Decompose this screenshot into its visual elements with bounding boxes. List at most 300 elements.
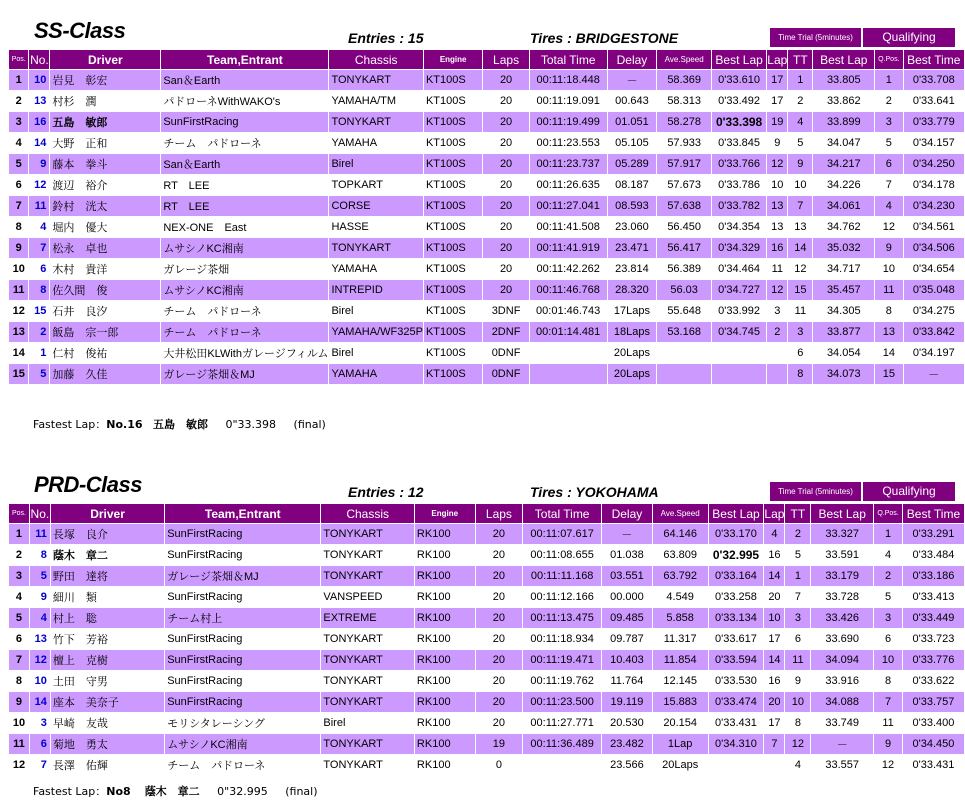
cell-team: チーム パドローネ (165, 755, 320, 775)
tires-label: Tires : BRIDGESTONE (530, 30, 679, 46)
cell-driver: 加藤 久佳 (50, 364, 160, 384)
cell-ave-speed: 57.638 (657, 196, 711, 216)
cell-q-best-time: 0'34.506 (904, 238, 964, 258)
cell-delay: 09.787 (602, 629, 652, 649)
cell-tt-pos: 7 (788, 196, 812, 216)
col-header-laps: Laps (476, 504, 523, 523)
cell-best-lap-no: 3 (767, 301, 787, 321)
cell-driver: 檀上 克樹 (51, 650, 164, 670)
cell-driver: 佐久間 俊 (50, 280, 160, 300)
qualifying-group-header: Qualifying (863, 28, 955, 47)
cell-delay: 08.593 (608, 196, 657, 216)
cell-tt-best-lap: 33.426 (811, 608, 873, 628)
cell-ave-speed: 58.278 (657, 112, 711, 132)
cell-tt-pos: 8 (788, 364, 812, 384)
cell-tt-best-lap: 34.305 (813, 301, 874, 321)
fastest-lap-time: 0"32.995 (217, 785, 268, 798)
cell-q-pos: 11 (875, 280, 902, 300)
cell-driver: 鈴村 洸太 (50, 196, 160, 216)
cell-tt-pos: 1 (785, 566, 810, 586)
cell-delay: 00.000 (602, 587, 652, 607)
cell-engine: RK100 (415, 587, 475, 607)
cell-chassis: TONYKART (321, 524, 414, 544)
cell-ave-speed: 57.673 (657, 175, 711, 195)
cell-car-no: 11 (29, 196, 49, 216)
table-row (9, 343, 964, 363)
cell-team: RT LEE (161, 196, 328, 216)
header-row (9, 504, 964, 523)
cell-engine: KT100S (424, 133, 482, 153)
cell-team: SunFirstRacing (165, 650, 320, 670)
cell-best-lap: 0'33.610 (712, 70, 766, 90)
cell-tt-best-lap: 34.226 (813, 175, 874, 195)
table-row (9, 364, 964, 384)
cell-car-no: 14 (29, 133, 49, 153)
cell-delay: 20.530 (602, 713, 652, 733)
cell-tt-best-lap: 33.179 (811, 566, 873, 586)
fastest-lap-note-final: (final) (293, 418, 326, 431)
cell-q-pos: 14 (875, 343, 902, 363)
table-row (9, 524, 964, 544)
cell-total-time: 00:01:46.743 (530, 301, 607, 321)
col-header-team: Team,Entrant (161, 50, 328, 69)
cell-chassis: TONYKART (321, 755, 414, 775)
cell-car-no: 4 (30, 608, 50, 628)
cell-q-best-time: 0'33.291 (903, 524, 964, 544)
cell-driver: 竹下 芳裕 (51, 629, 164, 649)
cell-delay: 08.187 (608, 175, 657, 195)
cell-tt-pos: 9 (785, 671, 810, 691)
cell-tt-best-lap: 33.877 (813, 322, 874, 342)
cell-team: SunFirstRacing (165, 671, 320, 691)
cell-total-time: 00:11:41.919 (530, 238, 607, 258)
cell-q-pos: 3 (874, 608, 902, 628)
cell-best-lap-no: 10 (767, 175, 787, 195)
cell-laps: 20 (476, 524, 523, 544)
cell-total-time: 00:11:26.635 (530, 175, 607, 195)
cell-total-time: 00:11:18.934 (523, 629, 601, 649)
cell-q-best-time: 0'33.400 (903, 713, 964, 733)
cell-best-lap: 0'34.464 (712, 259, 766, 279)
cell-driver: 長塚 良介 (51, 524, 164, 544)
cell-total-time (530, 343, 607, 363)
table-row (9, 259, 964, 279)
table-row (9, 217, 964, 237)
cell-delay: 09.485 (602, 608, 652, 628)
cell-delay: 01.038 (602, 545, 652, 565)
cell-ave-speed: 1Lap (653, 734, 708, 754)
cell-engine: RK100 (415, 650, 475, 670)
cell-laps: 0 (476, 755, 523, 775)
cell-delay: 20Laps (608, 343, 657, 363)
cell-team: SunFirstRacing (161, 112, 328, 132)
cell-ave-speed: 58.369 (657, 70, 711, 90)
cell-best-lap: 0'33.782 (712, 196, 766, 216)
cell-delay: 23.060 (608, 217, 657, 237)
cell-team: モリシタレーシング (165, 713, 320, 733)
class-title: PRD-Class (34, 472, 142, 497)
cell-chassis: EXTREME (321, 608, 414, 628)
cell-tt-pos: 10 (785, 692, 810, 712)
cell-car-no: 8 (30, 545, 50, 565)
cell-best-lap: 0'33.530 (709, 671, 764, 691)
col-header-best-lap-no: Lap (767, 50, 787, 69)
cell-total-time: 00:11:08.655 (523, 545, 601, 565)
cell-best-lap-no: 14 (764, 566, 784, 586)
cell-team: ムサシノKC湘南 (165, 734, 320, 754)
cell-total-time: 00:11:36.489 (523, 734, 601, 754)
cell-driver: 岩見 彰宏 (50, 70, 160, 90)
cell-best-lap-no: 17 (767, 70, 787, 90)
cell-engine: RK100 (415, 608, 475, 628)
cell-ave-speed: 64.146 (653, 524, 708, 544)
col-header-tt-best-lap: Best Lap (813, 50, 874, 69)
col-header-ave-speed: Ave.Speed (657, 50, 711, 69)
cell-engine: RK100 (415, 671, 475, 691)
cell-tt-best-lap: 34.094 (811, 650, 873, 670)
cell-laps: 20 (483, 70, 528, 90)
cell-pos: 12 (9, 301, 28, 321)
cell-best-lap (709, 755, 764, 775)
cell-total-time: 00:11:27.041 (530, 196, 607, 216)
cell-q-pos: 8 (875, 301, 902, 321)
cell-tt-best-lap: 34.047 (813, 133, 874, 153)
cell-total-time: 00:11:19.091 (530, 91, 607, 111)
cell-engine: KT100S (424, 175, 482, 195)
cell-laps: 20 (476, 713, 523, 733)
cell-tt-pos: 14 (788, 238, 812, 258)
cell-ave-speed: 57.917 (657, 154, 711, 174)
tires-label: Tires : YOKOHAMA (530, 484, 659, 500)
cell-car-no: 2 (29, 322, 49, 342)
cell-pos: 15 (9, 364, 28, 384)
cell-pos: 13 (9, 322, 28, 342)
table-row (9, 671, 964, 691)
cell-best-lap: 0'33.845 (712, 133, 766, 153)
cell-driver: 飯島 宗一郎 (50, 322, 160, 342)
cell-delay: 01.051 (608, 112, 657, 132)
col-header-team: Team,Entrant (165, 504, 320, 523)
cell-engine: KT100S (424, 112, 482, 132)
cell-ave-speed: 56.417 (657, 238, 711, 258)
cell-total-time: 00:11:19.762 (523, 671, 601, 691)
cell-driver: 堀内 優大 (50, 217, 160, 237)
cell-best-lap: 0'33.134 (709, 608, 764, 628)
cell-pos: 9 (9, 238, 28, 258)
cell-driver: 菊地 勇太 (51, 734, 164, 754)
cell-ave-speed: 11.317 (653, 629, 708, 649)
cell-tt-best-lap: 33.749 (811, 713, 873, 733)
cell-best-lap-no: 2 (767, 322, 787, 342)
cell-best-lap-no: 16 (764, 671, 784, 691)
cell-ave-speed: 58.313 (657, 91, 711, 111)
cell-q-pos: 8 (874, 671, 902, 691)
cell-driver: 仁村 俊祐 (50, 343, 160, 363)
cell-car-no: 16 (29, 112, 49, 132)
cell-q-pos: 12 (874, 755, 902, 775)
cell-tt-best-lap: 33.557 (811, 755, 873, 775)
col-header-ave-speed: Ave.Speed (653, 504, 708, 523)
cell-engine: RK100 (415, 566, 475, 586)
cell-q-best-time: 0'33.779 (904, 112, 964, 132)
cell-q-pos: 6 (874, 629, 902, 649)
cell-engine: KT100S (424, 343, 482, 363)
table-row (9, 238, 964, 258)
cell-delay: 18Laps (608, 322, 657, 342)
col-header-tt-pos: TT (785, 504, 810, 523)
cell-best-lap-no: 16 (764, 545, 784, 565)
cell-best-lap: 0'33.786 (712, 175, 766, 195)
cell-ave-speed: 20.154 (653, 713, 708, 733)
cell-driver: 座本 美奈子 (51, 692, 164, 712)
cell-total-time (523, 755, 601, 775)
cell-tt-best-lap: 33.899 (813, 112, 874, 132)
cell-q-pos: 3 (875, 112, 902, 132)
cell-q-best-time: 0'34.450 (903, 734, 964, 754)
cell-tt-pos: 11 (788, 301, 812, 321)
cell-delay: － (608, 70, 657, 90)
cell-laps: 20 (483, 154, 528, 174)
cell-q-best-time: 0'33.723 (903, 629, 964, 649)
col-header-chassis: Chassis (329, 50, 423, 69)
table-row (9, 280, 964, 300)
cell-team: RT LEE (161, 175, 328, 195)
cell-q-best-time: 0'33.413 (903, 587, 964, 607)
cell-best-lap: 0'33.992 (712, 301, 766, 321)
cell-q-best-time: 0'35.048 (904, 280, 964, 300)
cell-delay: 10.403 (602, 650, 652, 670)
cell-delay: 23.471 (608, 238, 657, 258)
cell-tt-pos: 4 (788, 112, 812, 132)
cell-pos: 2 (9, 545, 29, 565)
cell-driver: 五島 敏郎 (50, 112, 160, 132)
cell-tt-pos: 12 (785, 734, 810, 754)
cell-engine: RK100 (415, 713, 475, 733)
cell-car-no: 6 (30, 734, 50, 754)
cell-tt-best-lap: 35.457 (813, 280, 874, 300)
cell-car-no: 14 (30, 692, 50, 712)
fastest-lap-note (33, 416, 326, 432)
col-header-q-best-time: Best Time (904, 50, 964, 69)
cell-team: San＆Earth (161, 154, 328, 174)
cell-car-no: 1 (29, 343, 49, 363)
cell-engine: KT100S (424, 301, 482, 321)
cell-best-lap-no: 16 (767, 238, 787, 258)
cell-team: SunFirstRacing (165, 692, 320, 712)
cell-car-no: 12 (30, 650, 50, 670)
cell-team: San＆Earth (161, 70, 328, 90)
cell-pos: 10 (9, 259, 28, 279)
cell-tt-pos: 4 (785, 755, 810, 775)
cell-pos: 5 (9, 154, 28, 174)
cell-pos: 3 (9, 566, 29, 586)
table-row (9, 301, 964, 321)
cell-q-pos: 4 (875, 196, 902, 216)
cell-pos: 7 (9, 196, 28, 216)
cell-tt-best-lap: 33.805 (813, 70, 874, 90)
cell-chassis: TOPKART (329, 175, 423, 195)
cell-car-no: 5 (29, 364, 49, 384)
cell-q-best-time: 0'33.641 (904, 91, 964, 111)
cell-best-lap-no: 17 (764, 629, 784, 649)
cell-engine: KT100S (424, 364, 482, 384)
cell-best-lap: 0'33.594 (709, 650, 764, 670)
col-header-delay: Delay (608, 50, 657, 69)
table-row (9, 692, 964, 712)
cell-car-no: 6 (29, 259, 49, 279)
cell-best-lap-no: 7 (764, 734, 784, 754)
cell-pos: 11 (9, 734, 29, 754)
cell-q-best-time: 0'34.178 (904, 175, 964, 195)
cell-q-pos: 12 (875, 217, 902, 237)
cell-q-pos: 9 (875, 238, 902, 258)
cell-tt-best-lap: － (811, 734, 873, 754)
cell-tt-best-lap: 35.032 (813, 238, 874, 258)
col-header-tt-best-lap: Best Lap (811, 504, 873, 523)
cell-best-lap-no: 4 (764, 524, 784, 544)
cell-delay: 05.105 (608, 133, 657, 153)
cell-chassis: Birel (321, 713, 414, 733)
cell-driver: 野田 達将 (51, 566, 164, 586)
col-header-laps: Laps (483, 50, 528, 69)
cell-car-no: 10 (30, 671, 50, 691)
cell-team: NEX-ONE East (161, 217, 328, 237)
cell-car-no: 13 (30, 629, 50, 649)
cell-chassis: TONYKART (321, 629, 414, 649)
cell-chassis: YAMAHA (329, 133, 423, 153)
cell-best-lap-no (767, 343, 787, 363)
cell-total-time: 00:11:46.768 (530, 280, 607, 300)
cell-ave-speed (657, 343, 711, 363)
cell-q-pos: 5 (874, 587, 902, 607)
cell-engine: KT100S (424, 259, 482, 279)
cell-chassis: Birel (329, 343, 423, 363)
fastest-lap-driver: 五島 敏郎 (153, 418, 209, 431)
cell-chassis: YAMAHA/WF325P (329, 322, 423, 342)
cell-tt-pos: 9 (788, 154, 812, 174)
fastest-lap-note-final: (final) (285, 785, 318, 798)
cell-tt-pos: 5 (785, 545, 810, 565)
cell-chassis: CORSE (329, 196, 423, 216)
cell-best-lap: 0'34.727 (712, 280, 766, 300)
cell-delay: 23.482 (602, 734, 652, 754)
col-header-tt-pos: TT (788, 50, 812, 69)
cell-laps: 20 (483, 196, 528, 216)
cell-chassis: TONYKART (321, 650, 414, 670)
class-title: SS-Class (34, 18, 126, 43)
col-header-engine: Engine (415, 504, 475, 523)
cell-team: チーム パドローネ (161, 133, 328, 153)
cell-driver: 村杉 潤 (50, 91, 160, 111)
col-header-total-time: Total Time (523, 504, 601, 523)
cell-pos: 4 (9, 587, 29, 607)
cell-driver: 大野 正和 (50, 133, 160, 153)
cell-tt-pos: 10 (788, 175, 812, 195)
cell-q-best-time: 0'33.186 (903, 566, 964, 586)
cell-laps: 20 (476, 608, 523, 628)
cell-tt-pos: 6 (785, 629, 810, 649)
cell-car-no: 7 (30, 755, 50, 775)
cell-chassis: TONYKART (321, 671, 414, 691)
cell-best-lap: 0'33.164 (709, 566, 764, 586)
cell-driver: 松永 卓也 (50, 238, 160, 258)
cell-tt-pos: 11 (785, 650, 810, 670)
cell-driver: 蔭木 章二 (51, 545, 164, 565)
col-header-best-lap: Best Lap (712, 50, 766, 69)
cell-pos: 8 (9, 217, 28, 237)
cell-pos: 14 (9, 343, 28, 363)
cell-engine: KT100S (424, 217, 482, 237)
cell-q-best-time: 0'33.449 (903, 608, 964, 628)
table-row (9, 70, 964, 90)
cell-best-lap: 0'33.474 (709, 692, 764, 712)
cell-ave-speed: 55.648 (657, 301, 711, 321)
cell-laps: 20 (483, 280, 528, 300)
cell-tt-pos: 7 (785, 587, 810, 607)
cell-q-pos: 5 (875, 133, 902, 153)
cell-delay: 23.566 (602, 755, 652, 775)
cell-pos: 8 (9, 671, 29, 691)
cell-best-lap: 0'33.398 (712, 112, 766, 132)
cell-best-lap-no: 11 (767, 259, 787, 279)
cell-pos: 5 (9, 608, 29, 628)
cell-chassis: YAMAHA (329, 259, 423, 279)
cell-team: ガレージ茶畑＆MJ (165, 566, 320, 586)
cell-engine: RK100 (415, 692, 475, 712)
cell-pos: 3 (9, 112, 28, 132)
cell-q-best-time: 0'34.275 (904, 301, 964, 321)
cell-best-lap: 0'32.995 (709, 545, 764, 565)
cell-tt-pos: 3 (788, 322, 812, 342)
time-trial-group-header: Time Trial (5minutes) (770, 28, 861, 47)
cell-best-lap: 0'34.745 (712, 322, 766, 342)
cell-best-lap-no (767, 364, 787, 384)
cell-laps: 20 (483, 91, 528, 111)
cell-q-best-time: － (904, 364, 964, 384)
cell-tt-pos: 6 (788, 343, 812, 363)
cell-tt-best-lap: 34.073 (813, 364, 874, 384)
cell-ave-speed: 4.549 (653, 587, 708, 607)
table-row (9, 650, 964, 670)
cell-total-time: 00:11:18.448 (530, 70, 607, 90)
cell-pos: 9 (9, 692, 29, 712)
table-row (9, 545, 964, 565)
cell-pos: 12 (9, 755, 29, 775)
cell-tt-best-lap: 33.327 (811, 524, 873, 544)
cell-q-pos: 7 (875, 175, 902, 195)
cell-tt-best-lap: 34.061 (813, 196, 874, 216)
qualifying-group-header: Qualifying (863, 482, 955, 501)
cell-q-best-time: 0'34.654 (904, 259, 964, 279)
cell-total-time (530, 364, 607, 384)
cell-team: SunFirstRacing (165, 587, 320, 607)
cell-q-best-time: 0'34.230 (904, 196, 964, 216)
cell-tt-pos: 3 (785, 608, 810, 628)
cell-q-pos: 4 (874, 545, 902, 565)
cell-total-time: 00:11:13.475 (523, 608, 601, 628)
col-header-engine: Engine (424, 50, 482, 69)
cell-tt-pos: 8 (785, 713, 810, 733)
cell-ave-speed: 20Laps (653, 755, 708, 775)
cell-driver: 長澤 佑輝 (51, 755, 164, 775)
cell-tt-pos: 12 (788, 259, 812, 279)
col-header-delay: Delay (602, 504, 652, 523)
cell-q-best-time: 0'33.431 (903, 755, 964, 775)
entries-count: Entries : 12 (348, 484, 424, 500)
cell-best-lap: 0'33.492 (712, 91, 766, 111)
cell-chassis: Birel (329, 154, 423, 174)
cell-car-no: 7 (29, 238, 49, 258)
